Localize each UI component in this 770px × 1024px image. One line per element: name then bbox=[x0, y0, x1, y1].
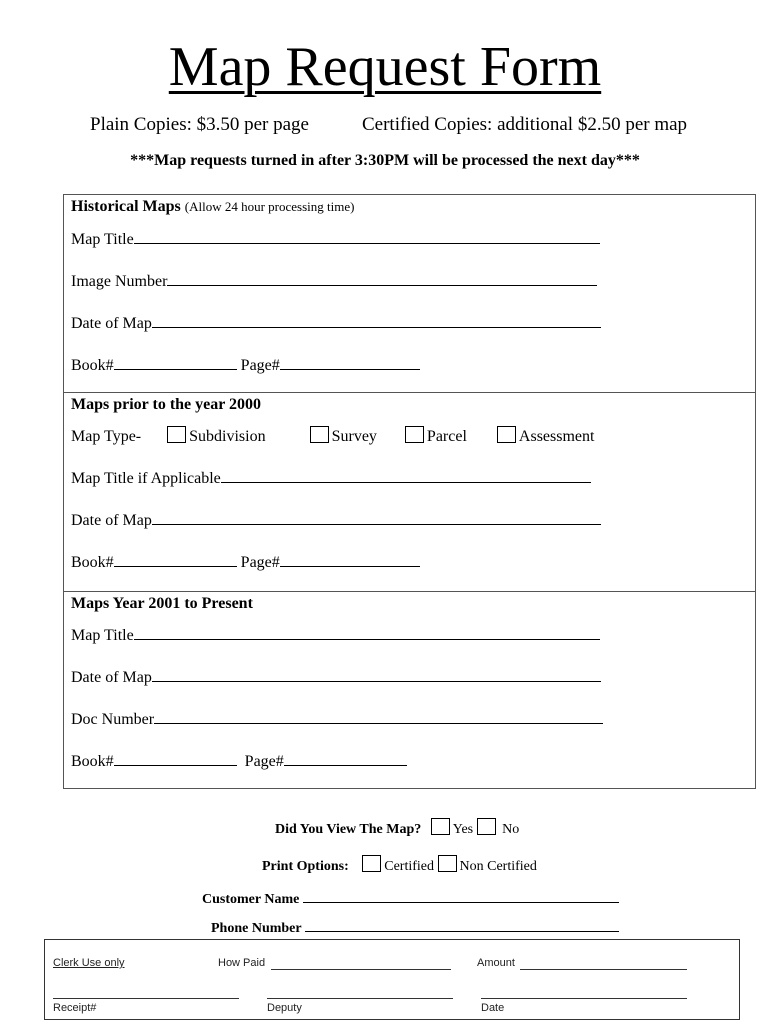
prior-2000-heading: Maps prior to the year 2000 bbox=[71, 396, 262, 413]
yes-checkbox[interactable] bbox=[431, 818, 450, 835]
subdivision-option[interactable]: Subdivision bbox=[167, 428, 265, 445]
page-line[interactable] bbox=[284, 751, 407, 766]
non-certified-label: Non Certified bbox=[459, 859, 537, 874]
assessment-checkbox[interactable] bbox=[497, 426, 516, 443]
page-line[interactable] bbox=[280, 552, 420, 567]
page-line[interactable] bbox=[280, 355, 420, 370]
parcel-option[interactable]: Parcel bbox=[405, 428, 467, 445]
form-title: Map Request Form bbox=[168, 36, 602, 98]
phone-number-line[interactable] bbox=[305, 917, 619, 932]
map-title-line[interactable] bbox=[134, 625, 600, 640]
present-book-page-field[interactable]: Book# Page# bbox=[71, 751, 407, 771]
doc-number-line[interactable] bbox=[154, 709, 603, 724]
present-heading: Maps Year 2001 to Present bbox=[71, 595, 253, 612]
certified-label: Certified bbox=[384, 859, 434, 874]
customer-name-field[interactable]: Customer Name bbox=[0, 888, 770, 908]
subdivision-checkbox[interactable] bbox=[167, 426, 186, 443]
map-request-fields bbox=[63, 194, 756, 789]
how-paid-label: How Paid bbox=[218, 957, 266, 969]
prior-date-field[interactable]: Date of Map bbox=[71, 510, 601, 530]
certified-copies-price: Certified Copies: additional $2.50 per map bbox=[362, 114, 688, 135]
historical-book-page-field[interactable]: Book# Page# bbox=[71, 355, 420, 375]
amount-label: Amount bbox=[477, 957, 515, 969]
no-checkbox[interactable] bbox=[477, 818, 496, 835]
present-section bbox=[64, 592, 755, 789]
receipt-label: Receipt# bbox=[53, 1002, 97, 1014]
print-options-row bbox=[0, 855, 770, 875]
present-date-field[interactable]: Date of Map bbox=[71, 667, 601, 687]
how-paid-line[interactable] bbox=[271, 969, 451, 970]
certified-checkbox[interactable] bbox=[362, 855, 381, 872]
amount-line[interactable] bbox=[520, 969, 687, 970]
yes-label: Yes bbox=[452, 822, 474, 837]
deputy-line[interactable] bbox=[267, 998, 453, 999]
image-number-line[interactable] bbox=[167, 271, 597, 286]
receipt-line[interactable] bbox=[53, 998, 239, 999]
date-label: Date bbox=[481, 1002, 505, 1014]
no-label: No bbox=[502, 822, 520, 837]
deputy-label: Deputy bbox=[267, 1002, 302, 1014]
map-title-line[interactable] bbox=[134, 229, 600, 244]
clerk-use-box bbox=[44, 939, 740, 1020]
date-line[interactable] bbox=[481, 998, 687, 999]
doc-number-field[interactable]: Doc Number bbox=[71, 709, 603, 729]
prior-book-page-field[interactable]: Book# Page# bbox=[71, 552, 420, 572]
parcel-checkbox[interactable] bbox=[405, 426, 424, 443]
date-line[interactable] bbox=[152, 313, 601, 328]
image-number-field[interactable]: Image Number bbox=[71, 271, 597, 291]
present-map-title-field[interactable]: Map Title bbox=[71, 625, 600, 645]
book-line[interactable] bbox=[114, 552, 237, 567]
historical-date-field[interactable]: Date of Map bbox=[71, 313, 601, 333]
historical-maps-heading: Historical Maps (Allow 24 hour processing time) bbox=[71, 198, 355, 215]
historical-map-title-field[interactable]: Map Title bbox=[71, 229, 600, 249]
view-map-row bbox=[0, 818, 770, 838]
survey-checkbox[interactable] bbox=[310, 426, 329, 443]
book-line[interactable] bbox=[114, 751, 237, 766]
processing-time-note: (Allow 24 hour processing time) bbox=[184, 199, 355, 214]
phone-number-field[interactable]: Phone Number bbox=[0, 917, 770, 937]
book-line[interactable] bbox=[114, 355, 237, 370]
survey-option[interactable]: Survey bbox=[310, 428, 377, 445]
non-certified-checkbox[interactable] bbox=[438, 855, 457, 872]
date-line[interactable] bbox=[152, 667, 601, 682]
historical-maps-section bbox=[64, 195, 755, 393]
map-type-label: Map Type- bbox=[71, 428, 142, 445]
view-map-question: Did You View The Map? bbox=[275, 822, 422, 837]
date-line[interactable] bbox=[152, 510, 601, 525]
prior-map-title-field[interactable]: Map Title if Applicable bbox=[71, 468, 591, 488]
customer-name-line[interactable] bbox=[303, 888, 619, 903]
assessment-option[interactable]: Assessment bbox=[497, 428, 595, 445]
prior-2000-section bbox=[64, 393, 755, 592]
clerk-use-label: Clerk Use only bbox=[53, 957, 125, 969]
processing-notice: ***Map requests turned in after 3:30PM will be processed the next day*** bbox=[130, 152, 640, 169]
print-options-label: Print Options: bbox=[262, 859, 349, 874]
plain-copies-price: Plain Copies: $3.50 per page bbox=[90, 114, 309, 135]
map-title-line[interactable] bbox=[221, 468, 591, 483]
map-type-row bbox=[71, 426, 594, 446]
